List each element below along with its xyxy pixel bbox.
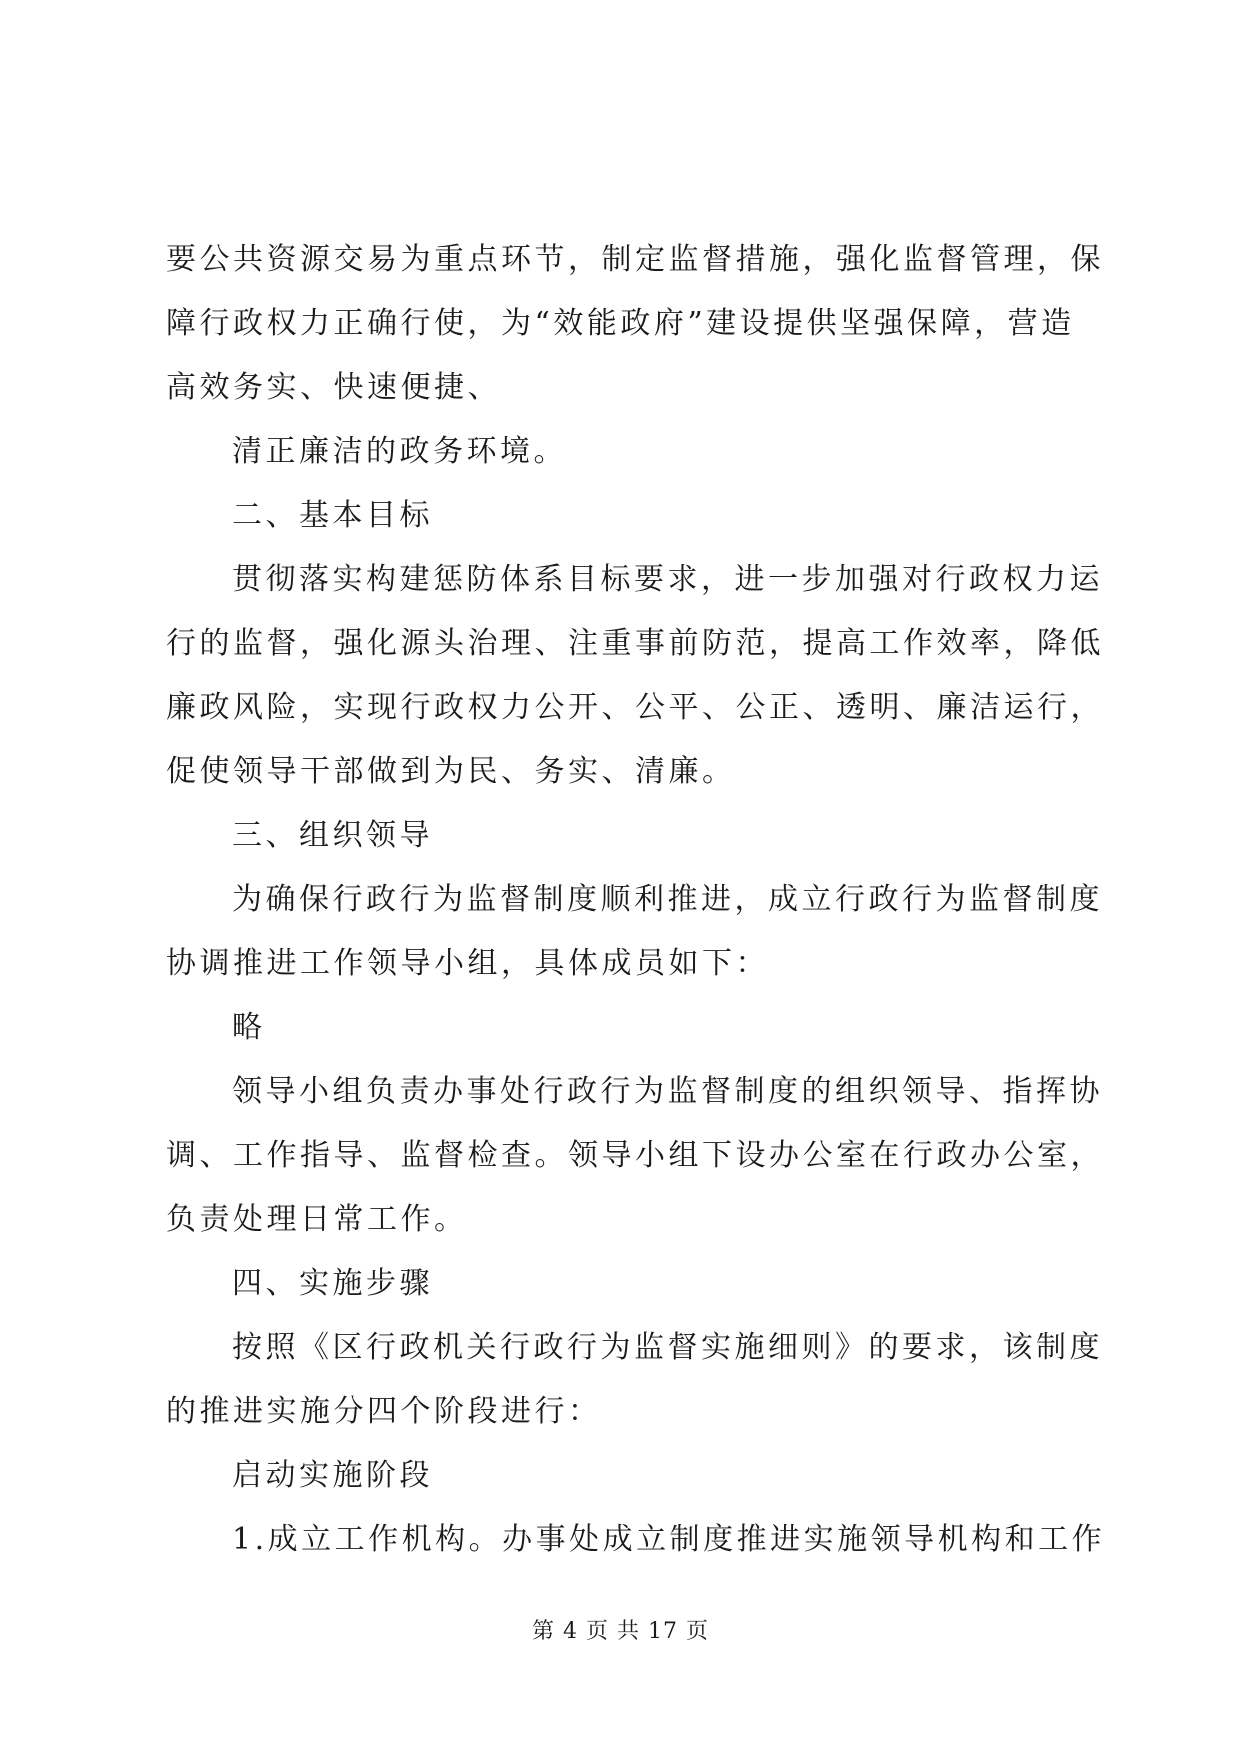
section-heading: 四、实施步骤 <box>232 1266 433 1301</box>
text-line: 为确保行政行为监督制度顺利推进，成立行政行为监督制度 <box>232 882 1103 917</box>
text-line: 廉政风险，实现行政权力公开、公平、公正、透明、廉洁运行， <box>166 690 1104 725</box>
text-line: 促使领导干部做到为民、务实、清廉。 <box>166 754 736 789</box>
text-line: 负责处理日常工作。 <box>166 1202 468 1237</box>
text-line: 领导小组负责办事处行政行为监督制度的组织领导、指挥协 <box>232 1074 1103 1109</box>
text-line: 按照《区行政机关行政行为监督实施细则》的要求，该制度 <box>232 1330 1103 1365</box>
section-heading: 二、基本目标 <box>232 498 433 533</box>
text-line: 协调推进工作领导小组，具体成员如下： <box>166 946 769 981</box>
document-body <box>166 228 1106 1572</box>
text-line: 贯彻落实构建惩防体系目标要求，进一步加强对行政权力运 <box>232 562 1103 597</box>
text-line: 行的监督，强化源头治理、注重事前防范，提高工作效率，降低 <box>166 626 1104 661</box>
text-line: 略 <box>232 1010 266 1045</box>
text-line: 清正廉洁的政务环境。 <box>232 434 567 469</box>
text-line: 障行政权力正确行使，为“效能政府”建设提供坚强保障，营造 <box>166 306 1075 341</box>
text-line: 调、工作指导、监督检查。领导小组下设办公室在行政办公室， <box>166 1138 1104 1173</box>
page-number-footer: 第 4 页 共 17 页 <box>532 1619 709 1644</box>
text-line: 1.成立工作机构。办事处成立制度推进实施领导机构和工作 <box>232 1522 1106 1557</box>
text-line: 的推进实施分四个阶段进行： <box>166 1394 602 1429</box>
text-line: 高效务实、快速便捷、 <box>166 370 501 405</box>
text-line: 要公共资源交易为重点环节，制定监督措施，强化监督管理，保 <box>166 242 1104 277</box>
section-heading: 三、组织领导 <box>232 818 433 853</box>
subsection-heading: 启动实施阶段 <box>232 1458 433 1493</box>
